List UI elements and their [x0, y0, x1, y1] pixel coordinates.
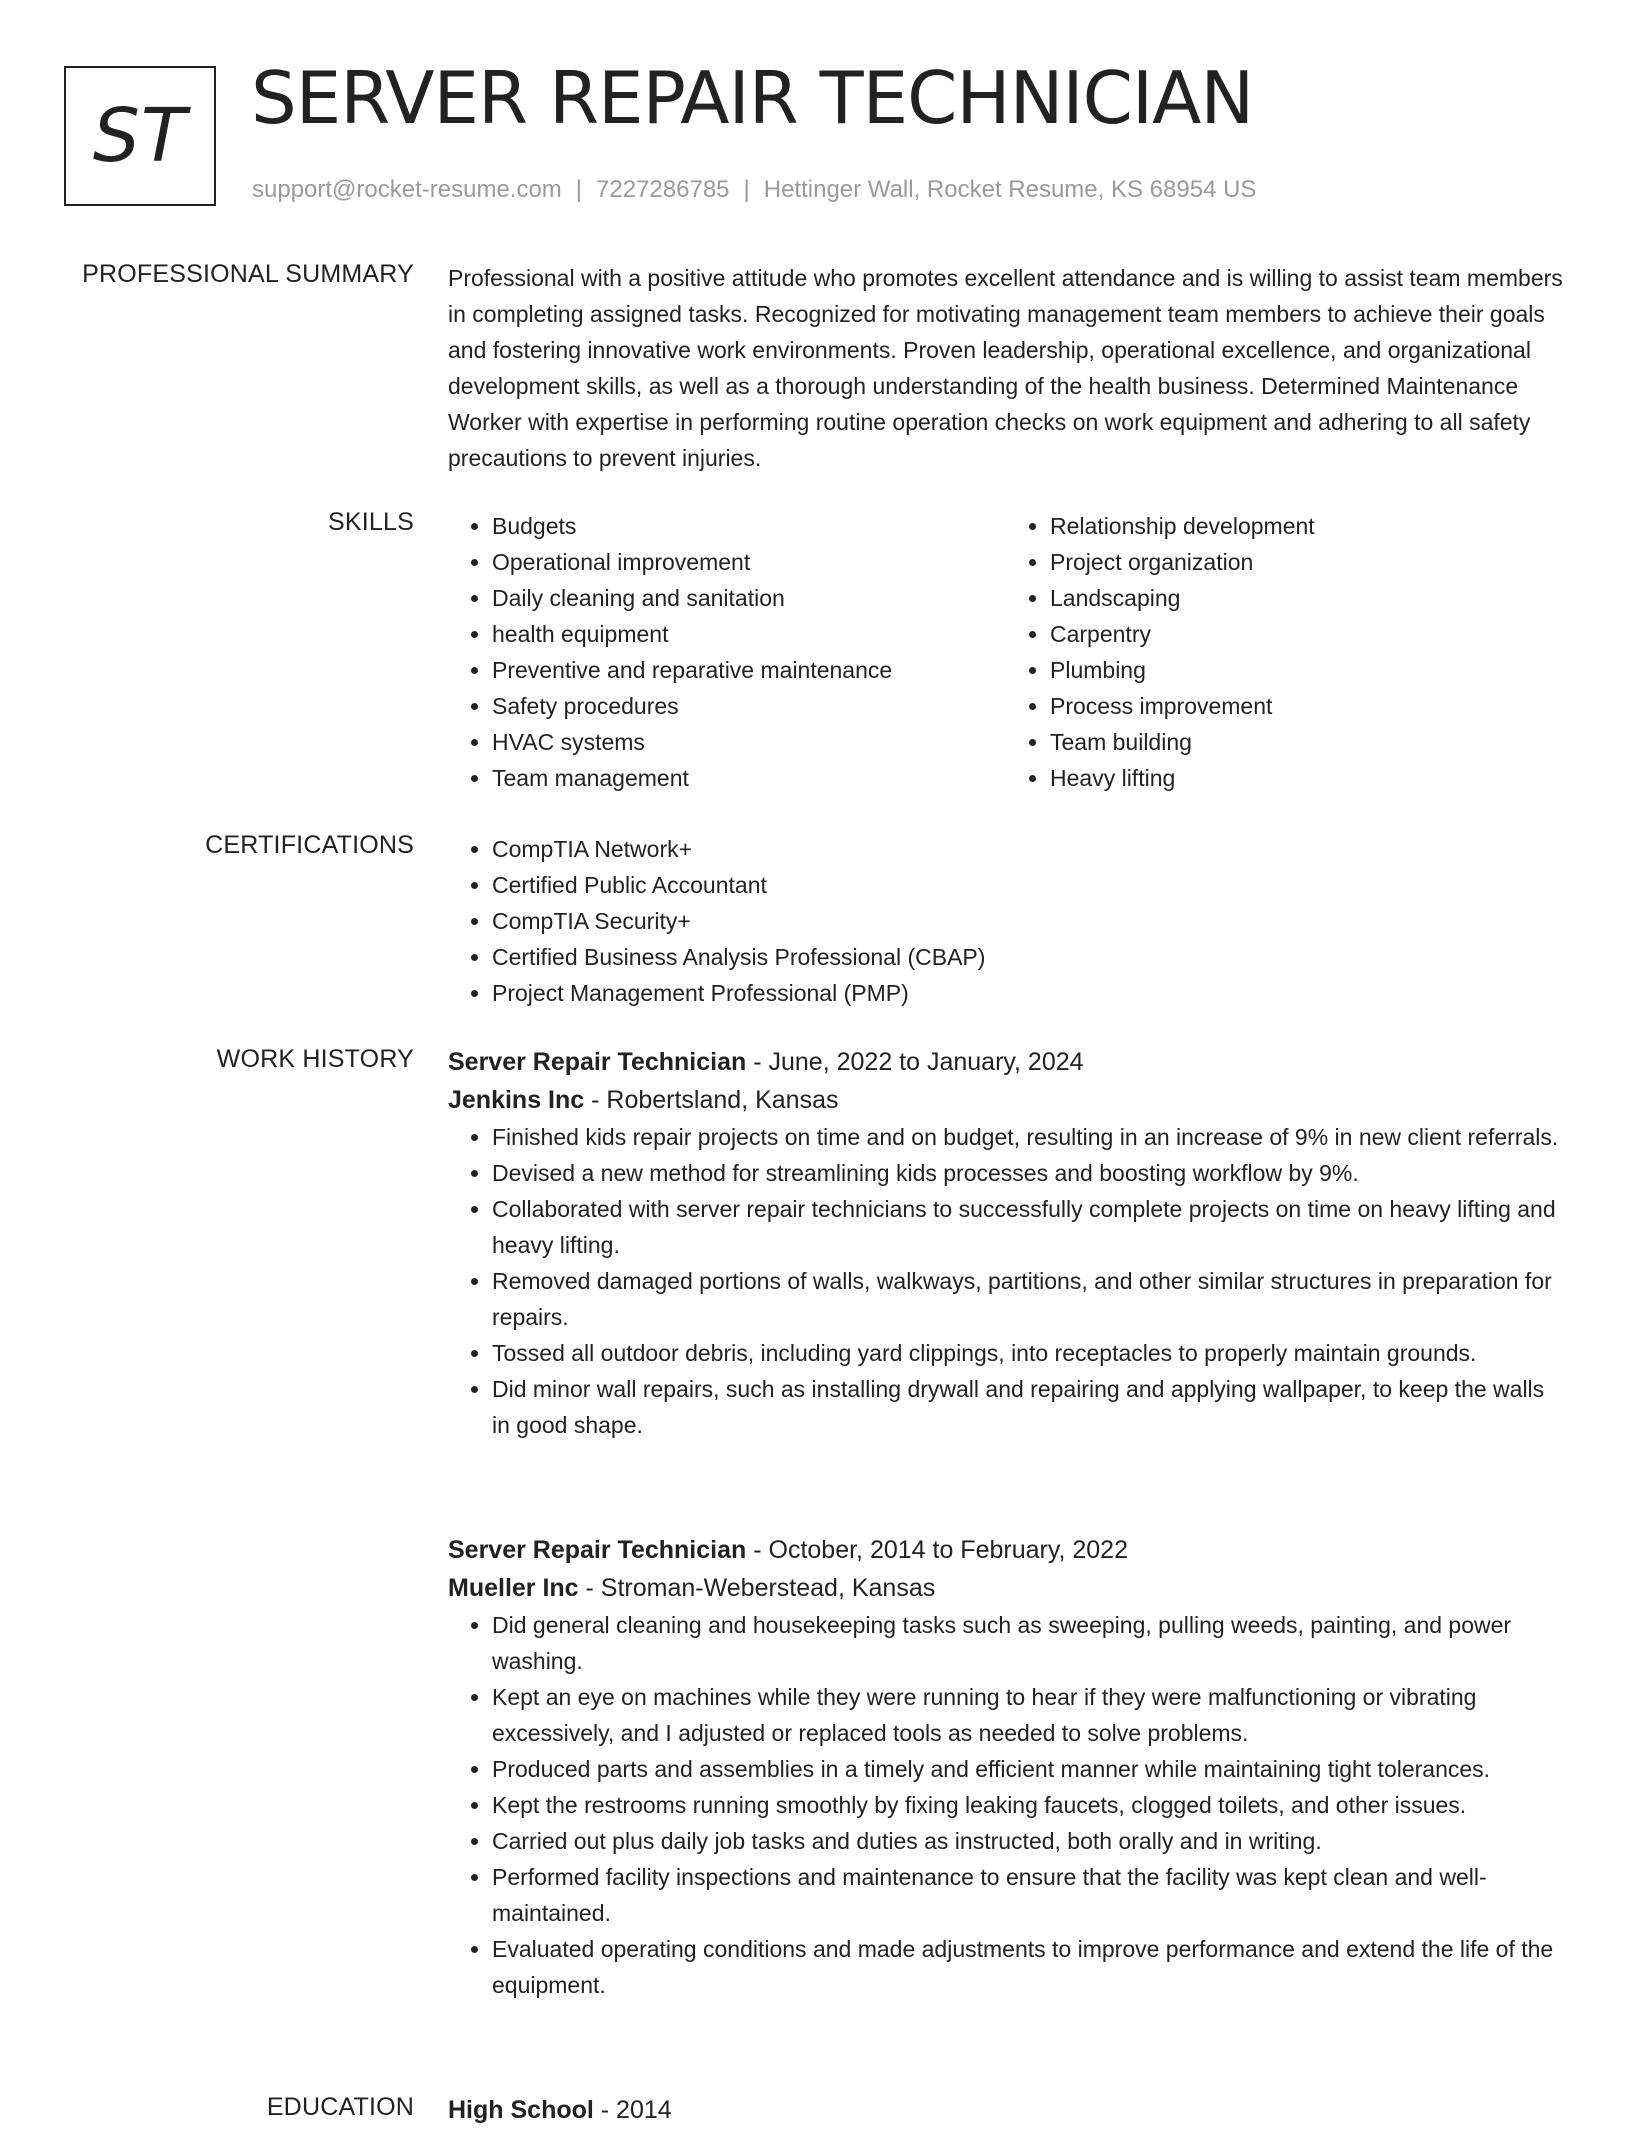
certification-item: • CompTIA Network+ [492, 831, 1564, 867]
skill-item: • Operational improvement [492, 544, 1006, 580]
skill-item: • Preventive and reparative maintenance [492, 652, 1006, 688]
job-duty: • Did general cleaning and housekeeping tasks such as sweeping, pulling weeds, painting, and power washing. [492, 1607, 1564, 1679]
job-duty: • Evaluated operating conditions and made adjustments to improve performance and extend the life of the equipment. [492, 1931, 1564, 2003]
job-company-line [448, 1569, 1564, 1607]
job-entry-1 [448, 1043, 1564, 1443]
skill-item: • Landscaping [1050, 580, 1564, 616]
job-duty: • Produced parts and assemblies in a timely and efficient manner while maintaining tight tolerances. [492, 1751, 1564, 1787]
job-dates: - June, 2022 to January, 2024 [746, 1048, 1084, 1076]
skill-item: • Plumbing [1050, 652, 1564, 688]
job-location: - Stroman-Weberstead, Kansas [578, 1574, 936, 1602]
job-duty: • Finished kids repair projects on time and on budget, resulting in an increase of 9% in new client referrals. [492, 1119, 1564, 1155]
job-title: Server Repair Technician [448, 1536, 747, 1564]
skill-item: • Team building [1050, 724, 1564, 760]
education-section [448, 2091, 1564, 2129]
job-title-line [448, 1531, 1564, 1569]
skill-item: • Heavy lifting [1050, 760, 1564, 796]
certification-item: • Certified Public Accountant [492, 867, 1564, 903]
education-heading: EDUCATION [266, 2093, 414, 2121]
contact-line [252, 176, 1256, 204]
job-company-line [448, 1081, 1564, 1119]
education-school: High School [448, 2096, 594, 2124]
education-line [448, 2091, 1564, 2129]
monogram [64, 66, 216, 206]
skill-item: • Budgets [492, 508, 1006, 544]
contact-address: Hettinger Wall, Rocket Resume, KS 68954 US [763, 176, 1257, 203]
skills-heading: SKILLS [328, 508, 414, 536]
skill-item: • health equipment [492, 616, 1006, 652]
job-dates: - October, 2014 to February, 2022 [746, 1536, 1128, 1564]
contact-email[interactable]: support@rocket-resume.com [252, 176, 562, 203]
job-duty: • Tossed all outdoor debris, including yard clippings, into receptacles to properly maintain grounds. [492, 1335, 1564, 1371]
job-duty: • Devised a new method for streamlining kids processes and boosting workflow by 9%. [492, 1155, 1564, 1191]
resume-name: SERVER REPAIR TECHNICIAN [251, 56, 1254, 140]
job-duty: • Did minor wall repairs, such as installing drywall and repairing and applying wallpaper, to keep the walls in good shape. [492, 1371, 1564, 1443]
certifications-heading: CERTIFICATIONS [205, 831, 414, 859]
summary-section [448, 260, 1564, 476]
education-year: - 2014 [593, 2096, 672, 2124]
job-duty: • Collaborated with server repair technicians to successfully complete projects on time on heavy lifting and heavy lifting. [492, 1191, 1564, 1263]
certification-item: • CompTIA Security+ [492, 903, 1564, 939]
work-history-heading: WORK HISTORY [216, 1045, 414, 1073]
job-entry-2 [448, 1531, 1564, 2003]
job-duty: • Removed damaged portions of walls, walkways, partitions, and other similar structures in preparation for repairs. [492, 1263, 1564, 1335]
skill-item: • Team management [492, 760, 1006, 796]
job-title: Server Repair Technician [448, 1048, 747, 1076]
certifications-section [448, 831, 1564, 1011]
contact-phone[interactable]: 7227286785 [596, 176, 730, 203]
certification-item: • Certified Business Analysis Professional (CBAP) [492, 939, 1564, 975]
skills-list-right [1006, 508, 1564, 796]
skill-item: • Relationship development [1050, 508, 1564, 544]
skill-item: • HVAC systems [492, 724, 1006, 760]
job-duties-list [448, 1607, 1564, 2003]
job-duty: • Performed facility inspections and maintenance to ensure that the facility was kept clean and well-maintained. [492, 1859, 1564, 1931]
skills-grid [448, 508, 1564, 796]
job-duty: • Carried out plus daily job tasks and duties as instructed, both orally and in writing. [492, 1823, 1564, 1859]
skill-item: • Daily cleaning and sanitation [492, 580, 1006, 616]
skill-item: • Project organization [1050, 544, 1564, 580]
skills-section [448, 508, 1564, 796]
job-duty: • Kept the restrooms running smoothly by fixing leaking faucets, clogged toilets, and other issues. [492, 1787, 1564, 1823]
job-company: Jenkins Inc [448, 1086, 585, 1114]
skills-list-left [448, 508, 1006, 796]
job-duties-list [448, 1119, 1564, 1443]
summary-text: Professional with a positive attitude who promotes excellent attendance and is willing to assist team members in completing assigned tasks. Recognized for motivating management team members to achieve their goals and fostering innovative work environments. Proven leadership, operational excellence, and organizational development skills, as well as a thorough understanding of the health business. Determined Maintenance Worker with expertise in performing routine operation checks on work equipment and adhering to all safety precautions to prevent injuries. [448, 265, 1563, 471]
contact-separator: | [743, 176, 750, 203]
certification-item: • Project Management Professional (PMP) [492, 975, 1564, 1011]
skill-item: • Safety procedures [492, 688, 1006, 724]
job-company: Mueller Inc [448, 1574, 579, 1602]
job-title-line [448, 1043, 1564, 1081]
contact-separator: | [575, 176, 583, 203]
job-location: - Robertsland, Kansas [584, 1086, 839, 1114]
certifications-list [448, 831, 1564, 1011]
skill-item: • Carpentry [1050, 616, 1564, 652]
summary-heading: PROFESSIONAL SUMMARY [82, 260, 414, 288]
monogram-text: ST [92, 93, 188, 179]
job-duty: • Kept an eye on machines while they were running to hear if they were malfunctioning or vibrating excessively, and I adjusted or replaced tools as needed to solve problems. [492, 1679, 1564, 1751]
skill-item: • Process improvement [1050, 688, 1564, 724]
